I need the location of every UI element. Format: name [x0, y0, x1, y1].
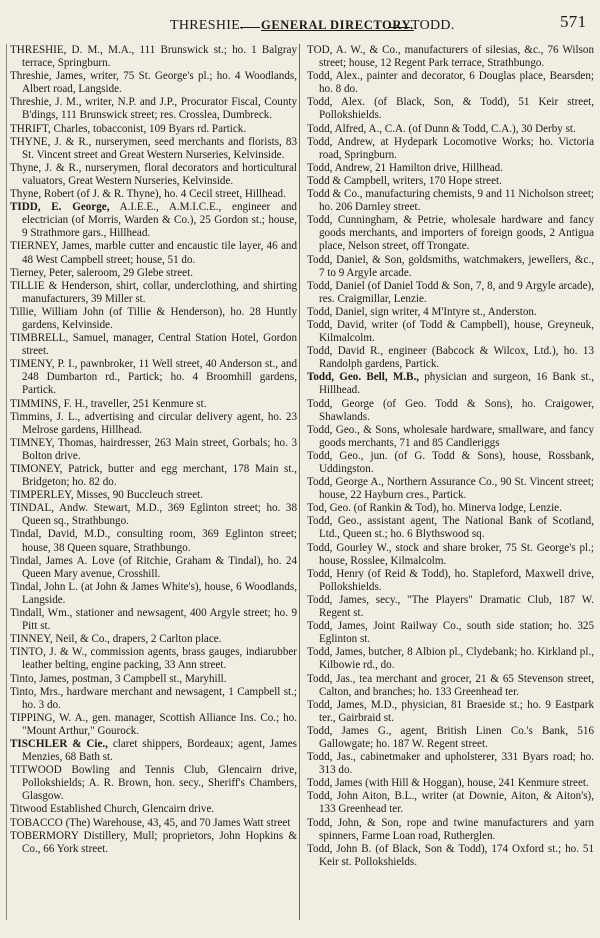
directory-entry: Tillie, William John (of Tillie & Henderson), ho. 28 Huntly gardens, Kelvinside.	[10, 305, 297, 331]
directory-entry: TILLIE & Henderson, shirt, collar, underclothing, and shirting manufacturers, 39 Miller st.	[10, 279, 297, 305]
directory-entry: Todd, John Aiton, B.L., writer (at Downie, Aiton, & Aiton's), 133 Greenhead ter.	[307, 790, 594, 816]
directory-entry: THRESHIE, D. M., M.A., 111 Brunswick st.; ho. 1 Balgray terrace, Springburn.	[10, 44, 297, 70]
directory-entry: Todd, James (with Hill & Hoggan), house, 241 Kenmure street.	[307, 777, 589, 790]
directory-entry: TIDD, E. George, A.I.E.E., A.M.I.C.E., engineer and electrician (of Morris, Warden & Co.), 25 Gordon st.; house, 9 Strathmore gars., Hillhead.	[10, 201, 297, 240]
directory-entry: Todd, Henry (of Reid & Todd), ho. Stapleford, Maxwell drive, Pollokshields.	[307, 567, 594, 593]
directory-entry: Todd, Daniel, & Son, goldsmiths, watchmakers, jewellers, &c., 7 to 9 Argyle arcade.	[307, 253, 594, 279]
directory-entry: TIERNEY, James, marble cutter and encaustic tile layer, 46 and 48 West Campbell street; house, 51 do.	[10, 240, 297, 266]
directory-entry: TOBACCO (The) Warehouse, 43, 45, and 70 James Watt street	[10, 816, 291, 829]
directory-entry: TIPPING, W. A., gen. manager, Scottish Alliance Ins. Co.; ho. "Mount Arthur," Gourock.	[10, 711, 297, 737]
directory-entry: TINDAL, Andw. Stewart, M.D., 369 Eglinton street; ho. 38 Queen sq., Strathbungo.	[10, 502, 297, 528]
directory-entry: Tinto, James, postman, 3 Campbell st., Maryhill.	[10, 672, 227, 685]
directory-entry: THRIFT, Charles, tobacconist, 109 Byars rd. Partick.	[10, 122, 247, 135]
page-number: 571	[560, 12, 587, 31]
directory-entry: Todd, James, Joint Railway Co., south side station; ho. 325 Eglinton st.	[307, 620, 594, 646]
directory-entry: Todd, James, secy., "The Players" Dramatic Club, 187 W. Regent st.	[307, 593, 594, 620]
directory-entry: Todd & Campbell, writers, 170 Hope street.	[307, 174, 502, 187]
directory-entry: Todd, James, butcher, 8 Albion pl., Clydebank; ho. Kirkland pl., Kilbowie rd., do.	[307, 646, 594, 672]
directory-entry: Todd, Geo. Bell, M.B., physician and surgeon, 16 Bank st., Hillhead.	[307, 371, 594, 397]
directory-entry: Timmins, J. L., advertising and circular delivery agent, ho. 23 Melrose gardens, Hillhead.	[10, 410, 297, 436]
directory-entry: TIMMINS, F. H., traveller, 251 Kenmure st.	[10, 397, 207, 410]
directory-entry: Thyne, J. & R., nurserymen, floral decorators and horticultural valuators, Great Western Nurseries, Kelvinside.	[10, 161, 297, 187]
directory-entry: Tindall, Wm., stationer and newsagent, 400 Argyle street; ho. 9 Pitt st.	[10, 607, 297, 633]
directory-entry: Todd, Jas., cabinetmaker and upholsterer, 331 Byars road; ho. 313 do.	[307, 751, 594, 777]
directory-entry: TINNEY, Neil, & Co., drapers, 2 Carlton place.	[10, 633, 222, 646]
directory-entry: Thyne, Robert (of J. & R. Thyne), ho. 4 Cecil street, Hillhead.	[10, 188, 286, 201]
header-rule	[240, 27, 260, 28]
directory-entry: Todd, Alfred, A., C.A. (of Dunn & Todd, C.A.), 30 Derby st.	[307, 122, 576, 135]
header-left: THRESHIE.	[170, 18, 244, 33]
directory-entry: Tindal, James A. Love (of Ritchie, Graham & Tindal), ho. 24 Queen Mary avenue, Crosshill.	[10, 554, 297, 580]
directory-entry: Todd, Jas., tea merchant and grocer, 21 & 65 Stevenson street, Calton, and branches; ho. 133 Greenhead ter.	[307, 672, 594, 698]
directory-entry: Todd, Daniel (of Daniel Todd & Son, 7, 8, and 9 Argyle arcade), res. Craigmillar, Lenzie.	[307, 279, 594, 305]
directory-entry: Todd, James, M.D., physician, 81 Braeside st.; ho. 9 Eastpark ter., Gairbraid st.	[307, 698, 594, 724]
entry-name-bold: Todd, Geo. Bell, M.B.,	[307, 371, 420, 384]
left-margin-rule	[6, 44, 7, 920]
directory-entry: Tod, Geo. (of Rankin & Tod), ho. Minerva lodge, Lenzie.	[307, 502, 562, 515]
directory-entry: TINTO, J. & W., commission agents, brass gauges, indiarubber leather belting, engine packing, 33 Ann street.	[10, 646, 297, 672]
directory-entry: Todd, Gourley W., stock and share broker, 75 St. George's pl.; house, Rosslee, Kilmalcolm.	[307, 541, 594, 567]
directory-entry: Todd, David, writer (of Todd & Campbell), house, Greyneuk, Kilmalcolm.	[307, 318, 594, 345]
directory-entry: Todd, Geo., jun. (of G. Todd & Sons), house, Rossbank, Uddingston.	[307, 449, 594, 475]
directory-entry: Todd, Geo., & Sons, wholesale hardware, smallware, and fancy goods merchants, 71 and 85 Candleriggs	[307, 423, 594, 449]
directory-entry: Todd, Alex., painter and decorator, 6 Douglas place, Bearsden; ho. 8 do.	[307, 70, 594, 96]
directory-entry: Todd & Co., manufacturing chemists, 9 and 11 Nicholson street; ho. 206 Darnley street.	[307, 188, 594, 214]
left-column	[10, 44, 297, 929]
header-right: TODD.	[411, 18, 455, 33]
directory-entry: Todd, George (of Geo. Todd & Sons), ho. Craigower, Shawlands.	[307, 397, 594, 423]
directory-entry: Tierney, Peter, saleroom, 29 Glebe street.	[10, 266, 193, 279]
entry-name-bold: TIDD, E. George,	[10, 201, 110, 214]
directory-entry: Titwood Established Church, Glencairn drive.	[10, 803, 215, 816]
directory-entry: Todd, John, & Son, rope and twine manufacturers and yarn spinners, Farme Loan road, Rutherglen.	[307, 816, 594, 842]
directory-entry: TIMBRELL, Samuel, manager, Central Station Hotel, Gordon street.	[10, 332, 297, 358]
header-center: GENERAL DIRECTORY.	[261, 18, 414, 32]
directory-entry: Todd, John B. (of Black, Son & Todd), 174 Oxford st.; ho. 51 Keir st. Pollokshields.	[307, 842, 594, 868]
directory-entry: Todd, Cunningham, & Petrie, wholesale hardware and fancy goods merchants, and importers of foreign goods, 2 Antigua place, Nelson street, off Trongate.	[307, 214, 594, 253]
directory-entry: TOD, A. W., & Co., manufacturers of silesias, &c., 76 Wilson street; house, 12 Regent Park terrace, Strathbungo.	[307, 44, 594, 70]
directory-entry: Todd, Daniel, sign writer, 4 M'Intyre st., Anderston.	[307, 305, 537, 318]
directory-entry: Tinto, Mrs., hardware merchant and newsagent, 1 Campbell st.; ho. 3 do.	[10, 685, 297, 711]
directory-entry: Todd, David R., engineer (Babcock & Wilcox, Ltd.), ho. 13 Randolph gardens, Partick.	[307, 345, 594, 371]
directory-entry: TIMPERLEY, Misses, 90 Buccleuch street.	[10, 489, 203, 502]
directory-entry: Todd, Alex. (of Black, Son, & Todd), 51 Keir street, Pollokshields.	[307, 96, 594, 122]
directory-entry: Threshie, James, writer, 75 St. George's pl.; ho. 4 Woodlands, Albert road, Langside.	[10, 70, 297, 96]
directory-entry: Todd, Geo., assistant agent, The National Bank of Scotland, Ltd., Queen st.; ho. 6 Blythswood sq.	[307, 515, 594, 541]
directory-entry: TISCHLER & Cie., claret shippers, Bordeaux; agent, James Menzies, 68 Bath st.	[10, 737, 297, 764]
directory-entry: TITWOOD Bowling and Tennis Club, Glencairn drive, Pollokshields; A. R. Brown, hon. secy., Sheriff's Chambers, Glasgow.	[10, 764, 297, 803]
entry-name-bold: TISCHLER & Cie.,	[10, 737, 108, 750]
directory-entry: Todd, James G., agent, British Linen Co.'s Bank, 516 Gallowgate; ho. 187 W. Regent street.	[307, 724, 594, 750]
directory-entry: TIMNEY, Thomas, hairdresser, 263 Main street, Gorbals; ho. 3 Bolton drive.	[10, 436, 297, 462]
directory-entry: TIMENY, P. I., pawnbroker, 11 Well street, 40 Anderson st., and 248 Dumbarton rd., Partick; ho. 4 Broomhill gardens, Partick.	[10, 358, 297, 397]
directory-entry: Todd, Andrew, 21 Hamilton drive, Hillhead.	[307, 161, 503, 174]
directory-entry: Tindal, David, M.D., consulting room, 369 Eglinton street; house, 38 Queen square, Strathbungo.	[10, 528, 297, 554]
directory-entry: Todd, Andrew, at Hydepark Locomotive Works; ho. Victoria road, Springburn.	[307, 135, 594, 161]
running-header	[0, 12, 600, 36]
directory-entry: Threshie, J. M., writer, N.P. and J.P., Procurator Fiscal, County B'dings, 111 Brunswick street; res. Crosslea, Dumbreck.	[10, 96, 297, 122]
directory-entry: Todd, George A., Northern Assurance Co., 90 St. Vincent street; house, 22 Hayburn cres., Partick.	[307, 476, 594, 502]
right-column	[307, 44, 594, 929]
directory-entry: TIMONEY, Patrick, butter and egg merchant, 178 Main st., Bridgeton; ho. 82 do.	[10, 463, 297, 489]
column-divider	[299, 44, 300, 920]
header-rule	[388, 27, 410, 28]
directory-entry: THYNE, J. & R., nurserymen, seed merchants and florists, 83 St. Vincent street and Great Western Nurseries, Kelvinside.	[10, 135, 297, 161]
directory-entry: TOBERMORY Distillery, Mull; proprietors, John Hopkins & Co., 66 York street.	[10, 829, 297, 855]
directory-entry: Tindal, John L. (at John & James White's), house, 6 Woodlands, Langside.	[10, 580, 297, 606]
